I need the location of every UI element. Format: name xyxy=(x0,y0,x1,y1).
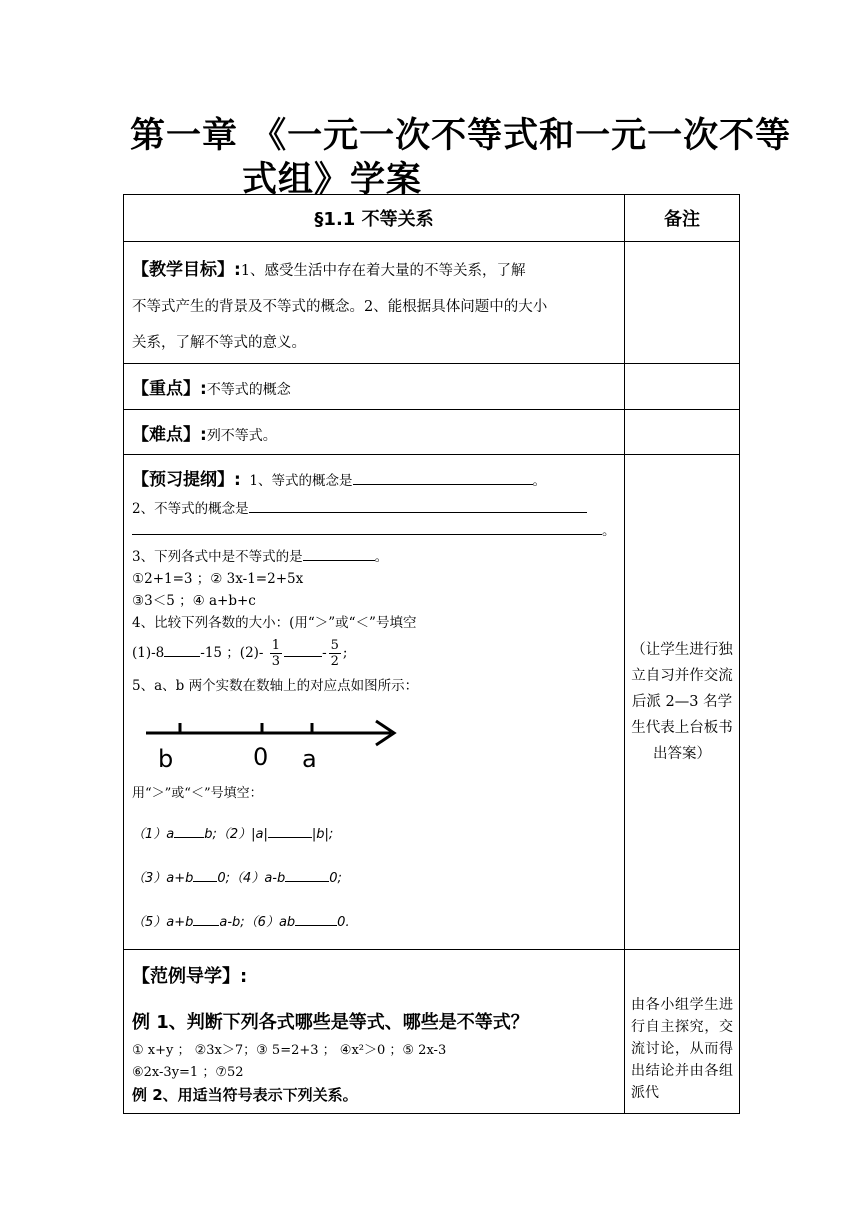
preview-label: 【预习提纲】: xyxy=(132,470,241,490)
objectives-line3: 关系，了解不等式的意义。 xyxy=(132,335,306,351)
difficulty-cell xyxy=(124,410,625,455)
examples-remark xyxy=(625,950,740,1114)
preview-q5: 5、a、b 两个实数在数轴上的对应点如图所示： xyxy=(132,678,419,694)
number-line-figure xyxy=(132,715,618,783)
q5-3c: 0; xyxy=(329,871,342,886)
number-line-label-a: a xyxy=(302,745,317,773)
preview-q3: 3、下列各式中是不等式的是 xyxy=(132,549,303,565)
preview-q4-a2: -15 ；(2)- xyxy=(200,645,268,661)
blank-q5-1[interactable] xyxy=(174,823,204,838)
key-point-cell xyxy=(124,364,625,410)
examples-cell xyxy=(124,950,625,1114)
objectives-cell xyxy=(124,242,625,364)
preview-note: （让学生进行独立自习并作交流后派 2—3 名学生代表上台板书出答案） xyxy=(631,642,733,762)
q5-5a: （5）a+b xyxy=(132,915,194,930)
q5-3b: 0;（4）a-b xyxy=(217,871,286,886)
example-1-items1: ① x+y ； ②3x＞7；③ 5=2+3 ； ④x²＞0 ；⑤ 2x-3 xyxy=(132,1043,447,1058)
objectives-label: 【教学目标】: xyxy=(132,260,241,280)
objectives-line1: 1、感受生活中存在着大量的不等关系，了解 xyxy=(240,263,526,279)
preview-q2: 2、不等式的概念是 xyxy=(132,501,249,517)
blank-q5-5[interactable] xyxy=(193,911,219,926)
preview-q3-options2: ③3＜5 ；④ a+b+c xyxy=(132,593,256,609)
fraction-one-third: $\frac{1}{3}$ xyxy=(271,638,281,669)
q5-3a: （3）a+b xyxy=(132,871,194,886)
blank-q2b[interactable] xyxy=(132,520,602,535)
blank-q5-3[interactable] xyxy=(193,867,217,882)
blank-q4a[interactable] xyxy=(164,642,200,657)
difficulty-label: 【难点】: xyxy=(132,424,207,445)
number-line-svg xyxy=(136,715,406,783)
example-2: 例 2、用适当符号表示下列关系。 xyxy=(132,1086,358,1104)
blank-q4b[interactable] xyxy=(284,642,322,657)
objectives-remark xyxy=(625,242,740,364)
preview-q3-end: 。 xyxy=(374,549,389,565)
key-point-text: 不等式的概念 xyxy=(206,382,291,398)
remark-header: 备注 xyxy=(625,195,740,242)
section-header: §1.1 不等关系 xyxy=(124,195,625,242)
document-title-line1: 第一章 《一元一次不等式和一元一次不等 xyxy=(130,116,792,156)
minus-sign: - xyxy=(322,645,327,661)
example-1: 例 1、判断下列各式哪些是等式、哪些是不等式？ xyxy=(132,1012,529,1033)
preview-remark xyxy=(625,455,740,950)
difficulty-remark xyxy=(625,410,740,455)
q5-1a: （1）a xyxy=(132,827,175,842)
blank-q3[interactable] xyxy=(303,546,375,561)
preview-q2-end: 。 xyxy=(602,523,616,539)
key-point-label: 【重点】: xyxy=(132,379,207,399)
blank-q2a[interactable] xyxy=(249,498,587,513)
q5-5b: a-b;（6）ab xyxy=(219,915,296,930)
blank-q5-2[interactable] xyxy=(268,823,312,838)
number-line-label-b: b xyxy=(158,745,174,773)
blank-q1[interactable] xyxy=(353,470,533,485)
examples-label: 【范例导学】: xyxy=(132,966,248,987)
objectives-line2: 不等式产生的背景及不等式的概念。2、能根据具体问题中的大小 xyxy=(132,299,548,315)
key-point-remark xyxy=(625,364,740,410)
example-1-items2: ⑥2x-3y=1 ；⑦52 xyxy=(132,1065,244,1080)
preview-q1-end: 。 xyxy=(532,473,546,489)
preview-q4: 4、比较下列各数的大小：(用“＞”或“＜”号填空 xyxy=(132,615,417,631)
lesson-table xyxy=(123,194,740,1114)
q5-1c: |b|; xyxy=(311,827,334,842)
document-title-line2: 式组》学案 xyxy=(242,160,423,200)
number-line-label-zero: 0 xyxy=(253,743,269,771)
preview-q1: 1、等式的概念是 xyxy=(249,473,353,489)
examples-note: 由各小组学生进行自主探究，交流讨论，从而得出结论并由各组派代 xyxy=(631,997,733,1101)
q5-1b: b;（2）|a| xyxy=(204,827,268,842)
fraction-five-halves: $\frac{5}{2}$ xyxy=(330,638,339,669)
blank-q5-4[interactable] xyxy=(285,867,329,882)
preview-q5-instruction: 用“＞”或“＜”号填空： xyxy=(132,786,263,801)
difficulty-text: 列不等式。 xyxy=(206,427,277,444)
preview-q3-options1: ①2+1=3 ；② 3x-1=2+5x xyxy=(132,571,304,587)
preview-q4-a: (1)-8 xyxy=(132,645,165,661)
preview-cell xyxy=(124,455,625,950)
q5-5c: 0. xyxy=(337,915,350,930)
blank-q5-6[interactable] xyxy=(295,911,337,926)
preview-q4-end: ; xyxy=(342,645,348,661)
